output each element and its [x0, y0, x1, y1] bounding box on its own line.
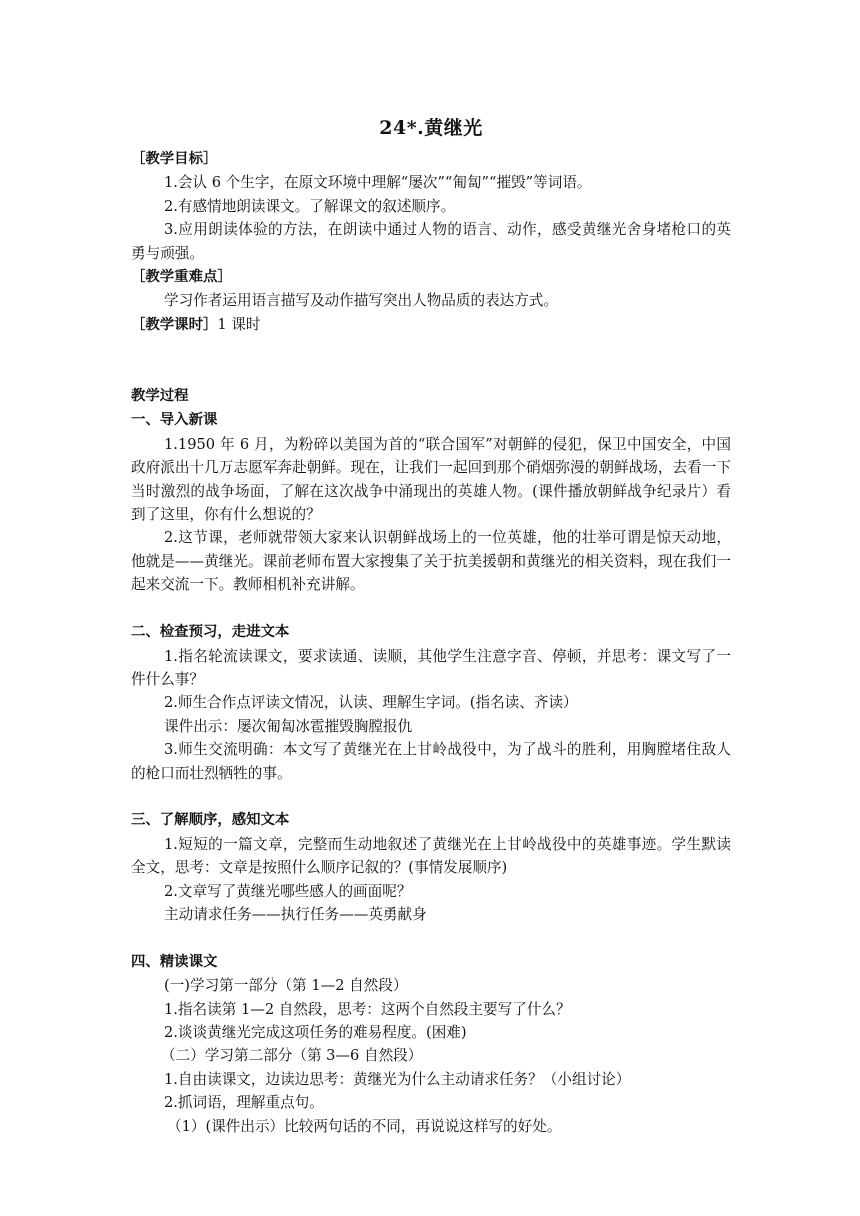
- hours-heading: ［教学课时］: [131, 316, 218, 333]
- paragraph: 1.指名轮流读课文，要求读通、读顺，其他学生注意字音、停顿，并思考：课文写了一件什么事？: [131, 647, 731, 688]
- section-heading: 一、导入新课: [131, 412, 218, 429]
- objective-item: 1.会认 6 个生字，在原文环境中理解“屡次”“匍匐”“摧毁”等词语。: [164, 174, 592, 192]
- document-page: [131, 112, 731, 1138]
- section-heading: 四、精读课文: [131, 953, 218, 970]
- courseware-line: 课件出示：屡次匍匐冰雹摧毁胸膛报仇: [164, 717, 413, 735]
- subsection-heading: （二）学习第二部分（第 3—6 自然段）: [161, 1047, 423, 1065]
- objective-item: 3.应用朗读体验的方法，在朗读中通过人物的语言、动作，感受黄继光舍身堵枪口的英勇与顽强。: [131, 221, 731, 262]
- hours-row: [131, 313, 731, 337]
- paragraph: 2.文章写了黄继光哪些感人的画面呢？: [164, 882, 412, 900]
- objective-item: 2.有感情地朗读课文。了解课文的叙述顺序。: [164, 197, 456, 215]
- paragraph: 2.师生合作点评读文情况，认读、理解生字词。(指名读、齐读）: [164, 694, 578, 712]
- key-points-heading: ［教学重难点］: [131, 269, 232, 286]
- paragraph: 1.1950 年 6 月，为粉碎以美国为首的“联合国军”对朝鲜的侵犯，保卫中国安全，中国政府派出十几万志愿军奔赴朝鲜。现在，让我们一起回到那个硝烟弥漫的朝鲜战场，去看一下当时激烈的战争场面，了解在这次战争中涌现出的英雄人物。(课件播放朝鲜战争纪录片）看到了这里，你有什么想说的？: [131, 435, 731, 524]
- paragraph: （1）(课件出示）比较两句话的不同，再说说这样写的好处。: [167, 1117, 562, 1135]
- paragraph: 3.师生交流明确：本文写了黄继光在上甘岭战役中，为了战斗的胜利，用胸膛堵住敌人的枪口而壮烈牺牲的事。: [131, 741, 731, 782]
- paragraph: 1.指名读第 1—2 自然段，思考：这两个自然段主要写了什么？: [164, 1000, 571, 1018]
- key-points-text: 学习作者运用语言描写及动作描写突出人物品质的表达方式。: [164, 292, 559, 310]
- subsection-heading: (一)学习第一部分（第 1—2 自然段）: [164, 977, 408, 995]
- paragraph: 2.这节课，老师就带领大家来认识朝鲜战场上的一位英雄，他的壮举可谓是惊天动地，他就是——黄继光。课前老师布置大家搜集了关于抗美援朝和黄继光的相关资料，现在我们一起来交流一下。教师相机补充讲解。: [131, 529, 731, 594]
- paragraph: 1.自由读课文，边读边思考：黄继光为什么主动请求任务？（小组讨论）: [164, 1070, 631, 1088]
- section-heading: 三、了解顺序，感知文本: [131, 812, 290, 829]
- paragraph: 2.抓词语，理解重点句。: [164, 1094, 324, 1112]
- objectives-heading: ［教学目标］: [131, 151, 218, 167]
- section-heading: 二、检查预习，走进文本: [131, 624, 290, 641]
- document-title: 24*.黄继光: [379, 117, 483, 139]
- paragraph: 主动请求任务——执行任务——英勇献身: [164, 905, 427, 923]
- paragraph: 2.谈谈黄继光完成这项任务的难易程度。(困难): [164, 1023, 467, 1041]
- paragraph: 1.短短的一篇文章，完整而生动地叙述了黄继光在上甘岭战役中的英雄事迹。学生默读全文，思考：文章是按照什么顺序记叙的？(事情发展顺序): [131, 835, 731, 877]
- hours-value: 1 课时: [217, 315, 261, 333]
- process-heading: 教学过程: [131, 388, 189, 405]
